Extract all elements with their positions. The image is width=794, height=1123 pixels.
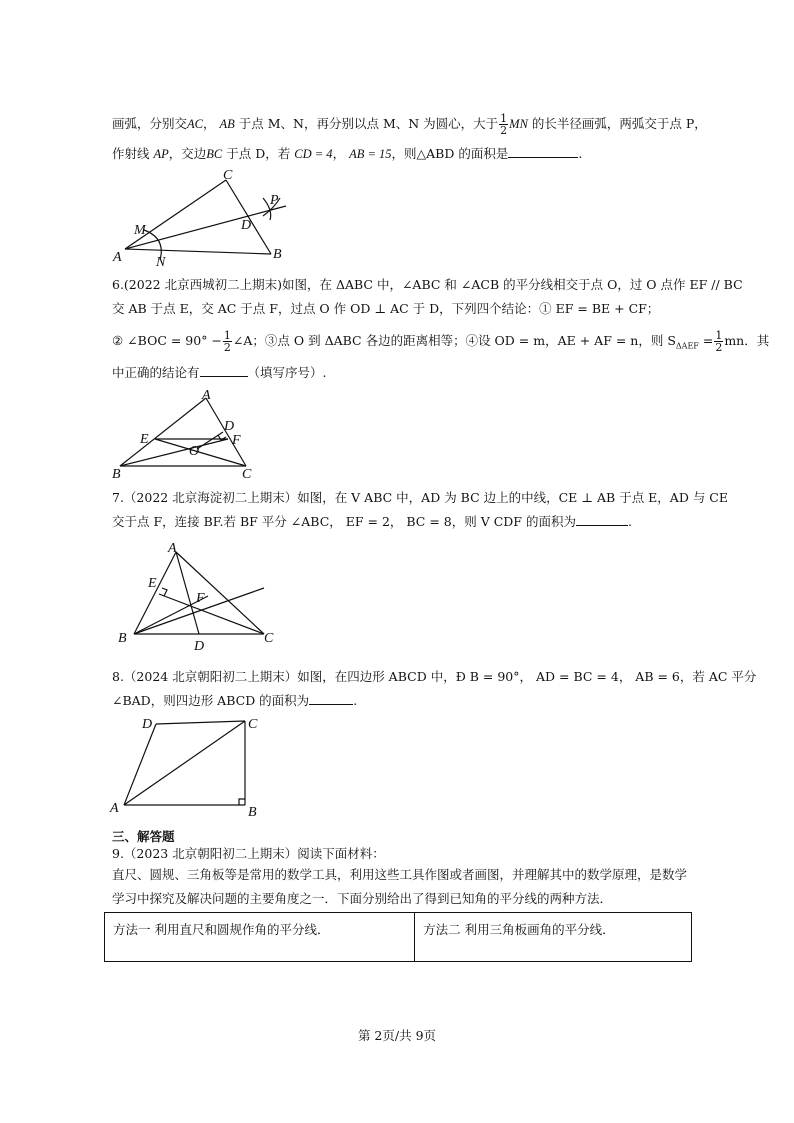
frac-num: 1 bbox=[223, 329, 231, 342]
q6-label-E: E bbox=[140, 432, 149, 447]
q6-line-1: 6.(2022 北京西城初二上期末)如图，在 ΔABC 中，∠ABC 和 ∠ACB 的平分线相交于点 O，过 O 点作 EF // BC bbox=[112, 277, 743, 292]
q7-label-D: D bbox=[194, 639, 205, 654]
q8-label-D: D bbox=[142, 717, 153, 732]
q5-line-1 bbox=[112, 113, 707, 136]
q5-text: ，则△ABD 的面积是 bbox=[391, 146, 509, 161]
q7-figure bbox=[112, 538, 282, 654]
answer-blank[interactable] bbox=[309, 692, 353, 705]
fraction-half bbox=[223, 330, 232, 353]
q7-label-F: F bbox=[196, 591, 205, 606]
q8-label-C: C bbox=[248, 717, 258, 732]
page-footer: 第 2页/共 9页 bbox=[357, 1028, 437, 1043]
q6-label-D: D bbox=[224, 419, 235, 434]
methods-table bbox=[104, 912, 692, 962]
q6-line-3 bbox=[112, 330, 769, 356]
q5-label-M: M bbox=[134, 223, 146, 238]
q8-line-1: 8.（2024 北京朝阳初二上期末）如图，在四边形 ABCD 中，Ð B = 90°， AD = BC = 4， AB = 6，若 AC 平分 bbox=[112, 669, 757, 684]
frac-den: 2 bbox=[223, 341, 231, 354]
q6-line-4 bbox=[112, 364, 327, 382]
q7-label-C: C bbox=[264, 631, 274, 646]
q8-figure bbox=[108, 712, 268, 822]
q8-label-A: A bbox=[110, 801, 119, 816]
q9-line-2: 直尺、圆规、三角板等是常用的数学工具，利用这些工具作图或者画图，并理解其中的数学原理，是数学 bbox=[112, 867, 688, 882]
method-one-cell: 方法一 利用直尺和圆规作角的平分线． bbox=[105, 913, 415, 962]
q5-text: 的长半径画弧，两弧交于点 P， bbox=[531, 116, 707, 131]
frac-num: 1 bbox=[500, 112, 508, 125]
q7-line-2 bbox=[112, 513, 632, 531]
frac-den: 2 bbox=[500, 124, 508, 137]
q6-subscript: ΔAEF bbox=[675, 341, 699, 351]
fraction-half bbox=[714, 330, 723, 353]
q5-math: BC bbox=[206, 147, 223, 161]
q6-text: = bbox=[702, 333, 714, 348]
q8-text: . bbox=[353, 693, 358, 708]
q5-text: ，交边 bbox=[168, 146, 207, 161]
q6-line-2: 交 AB 于点 E，交 AC 于点 F，过点 O 作 OD ⊥ AC 于 D，下列四个结论：① EF = BE + CF； bbox=[112, 301, 660, 316]
q7-label-E: E bbox=[148, 576, 157, 591]
q7-text: 交于点 F，连接 BF.若 BF 平分 ∠ABC， EF = 2， BC = 8，则 V CDF 的面积为 bbox=[112, 514, 576, 529]
section-title: 三、解答题 bbox=[112, 829, 175, 844]
answer-blank[interactable] bbox=[576, 513, 628, 526]
table-row bbox=[105, 913, 692, 962]
q6-label-A: A bbox=[202, 388, 211, 403]
q7-label-B: B bbox=[118, 631, 127, 646]
q5-line-2 bbox=[112, 145, 582, 163]
q8-label-B: B bbox=[248, 805, 257, 820]
q5-text: 作射线 bbox=[112, 146, 150, 161]
q5-label-C: C bbox=[223, 168, 233, 183]
frac-den: 2 bbox=[715, 341, 723, 354]
q7-line-1: 7.（2022 北京海淀初二上期末）如图，在 V ABC 中，AD 为 BC 边上的中线，CE ⊥ AB 于点 E，AD 与 CE bbox=[112, 490, 728, 505]
q5-text: . bbox=[578, 146, 583, 161]
q5-label-N: N bbox=[156, 255, 166, 270]
q6-text: ② ∠BOC = 90° − bbox=[112, 333, 222, 348]
q5-text: 于点 D，若 bbox=[226, 146, 291, 161]
q5-math: CD = 4 bbox=[294, 147, 333, 161]
method-two-cell: 方法二 利用三角板画角的平分线． bbox=[415, 913, 692, 962]
q6-figure bbox=[108, 388, 268, 480]
q6-text: mn．其 bbox=[724, 333, 770, 348]
q7-label-A: A bbox=[168, 541, 177, 556]
q7-text: . bbox=[627, 514, 632, 529]
q6-label-F: F bbox=[232, 433, 241, 448]
q6-label-O: O bbox=[189, 444, 200, 459]
q6-text: ∠A；③点 O 到 ΔABC 各边的距离相等；④设 OD = m，AE + AF = n，则 S bbox=[232, 333, 676, 348]
q5-math: AC bbox=[187, 117, 203, 131]
answer-blank[interactable] bbox=[200, 364, 248, 377]
q5-text: ， bbox=[203, 116, 216, 131]
q5-figure bbox=[108, 168, 298, 268]
q5-label-D: D bbox=[241, 218, 252, 233]
q9-line-3: 学习中探究及解决问题的主要角度之一．下面分别给出了得到已知角的平分线的两种方法． bbox=[112, 891, 613, 906]
q5-label-P: P bbox=[270, 193, 279, 208]
q8-line-2 bbox=[112, 692, 357, 710]
q6-text: （填写序号）. bbox=[247, 365, 327, 380]
q5-math: AB bbox=[219, 117, 235, 131]
q5-math: AP bbox=[153, 147, 169, 161]
q6-text: 中正确的结论有 bbox=[112, 365, 200, 380]
fraction-half bbox=[499, 113, 508, 136]
q6-label-C: C bbox=[242, 467, 252, 482]
q5-text: 画弧，分别交 bbox=[112, 116, 188, 131]
q5-text: ， bbox=[332, 146, 346, 161]
frac-num: 1 bbox=[715, 329, 723, 342]
q5-math: AB = 15 bbox=[349, 147, 392, 161]
q9-line-1: 9.（2023 北京朝阳初二上期末）阅读下面材料： bbox=[112, 846, 385, 861]
q6-label-B: B bbox=[112, 467, 121, 482]
q5-text: 于点 M、N，再分别以点 M、N 为圆心，大于 bbox=[238, 116, 499, 131]
q5-label-B: B bbox=[273, 247, 282, 262]
answer-blank[interactable] bbox=[508, 145, 578, 158]
q5-label-A: A bbox=[113, 250, 122, 265]
q8-text: ∠BAD，则四边形 ABCD 的面积为 bbox=[112, 693, 310, 708]
q5-math: MN bbox=[509, 117, 528, 131]
